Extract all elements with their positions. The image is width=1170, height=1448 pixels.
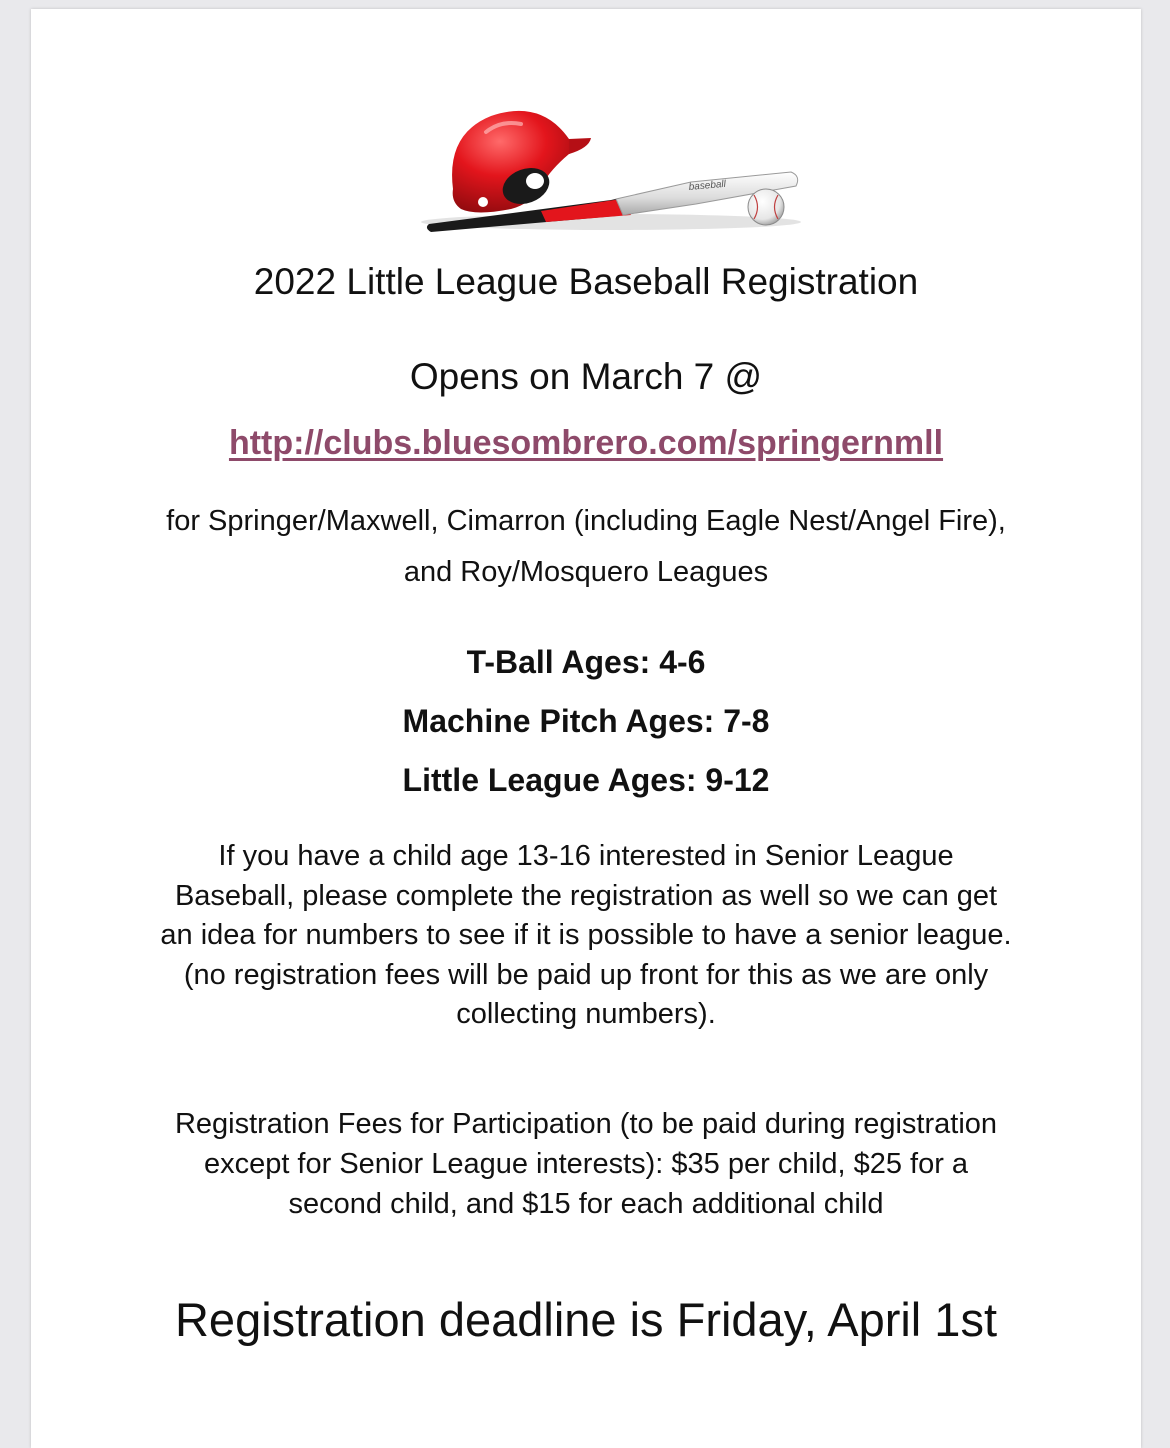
age-group-machine-pitch: Machine Pitch Ages: 7-8 bbox=[402, 703, 770, 739]
bat-brand-text: baseball bbox=[688, 178, 727, 193]
baseball-helmet-icon bbox=[452, 111, 591, 213]
registration-fees bbox=[31, 1104, 1141, 1224]
fees-line: second child, and $15 for each additional child bbox=[288, 1188, 884, 1220]
baseball-logo bbox=[391, 94, 811, 244]
opens-date: Opens on March 7 @ bbox=[409, 356, 763, 397]
registration-link-line bbox=[31, 423, 1141, 463]
age-group-tball: T-Ball Ages: 4-6 bbox=[466, 644, 706, 680]
leagues-text bbox=[31, 496, 1141, 598]
senior-note-line: Baseball, please complete the registration as well so we can get bbox=[174, 879, 998, 912]
leagues-line: for Springer/Maxwell, Cimarron (including Eagle Nest/Angel Fire), bbox=[166, 505, 1006, 537]
flyer-title: 2022 Little League Baseball Registration bbox=[253, 261, 919, 302]
registration-link[interactable]: http://clubs.bluesombrero.com/springernmll bbox=[228, 424, 944, 462]
senior-note-line: an idea for numbers to see if it is possible to have a senior league. bbox=[160, 919, 1012, 951]
senior-note-line: collecting numbers). bbox=[456, 998, 716, 1030]
fees-line: except for Senior League interests): $35 per child, $25 for a bbox=[203, 1148, 969, 1180]
leagues-line: and Roy/Mosquero Leagues bbox=[403, 556, 769, 588]
age-groups bbox=[31, 633, 1141, 810]
registration-deadline: Registration deadline is Friday, April 1st bbox=[174, 1293, 998, 1346]
senior-note-line: (no registration fees will be paid up front for this as we are only bbox=[183, 958, 989, 991]
senior-note-line: If you have a child age 13-16 interested in Senior League bbox=[218, 840, 954, 872]
flyer-page bbox=[31, 9, 1141, 1448]
baseball-icon bbox=[748, 189, 784, 225]
senior-league-note bbox=[31, 837, 1141, 1035]
age-group-little-league: Little League Ages: 9-12 bbox=[402, 762, 770, 798]
fees-line: Registration Fees for Participation (to be paid during registration bbox=[174, 1108, 998, 1140]
